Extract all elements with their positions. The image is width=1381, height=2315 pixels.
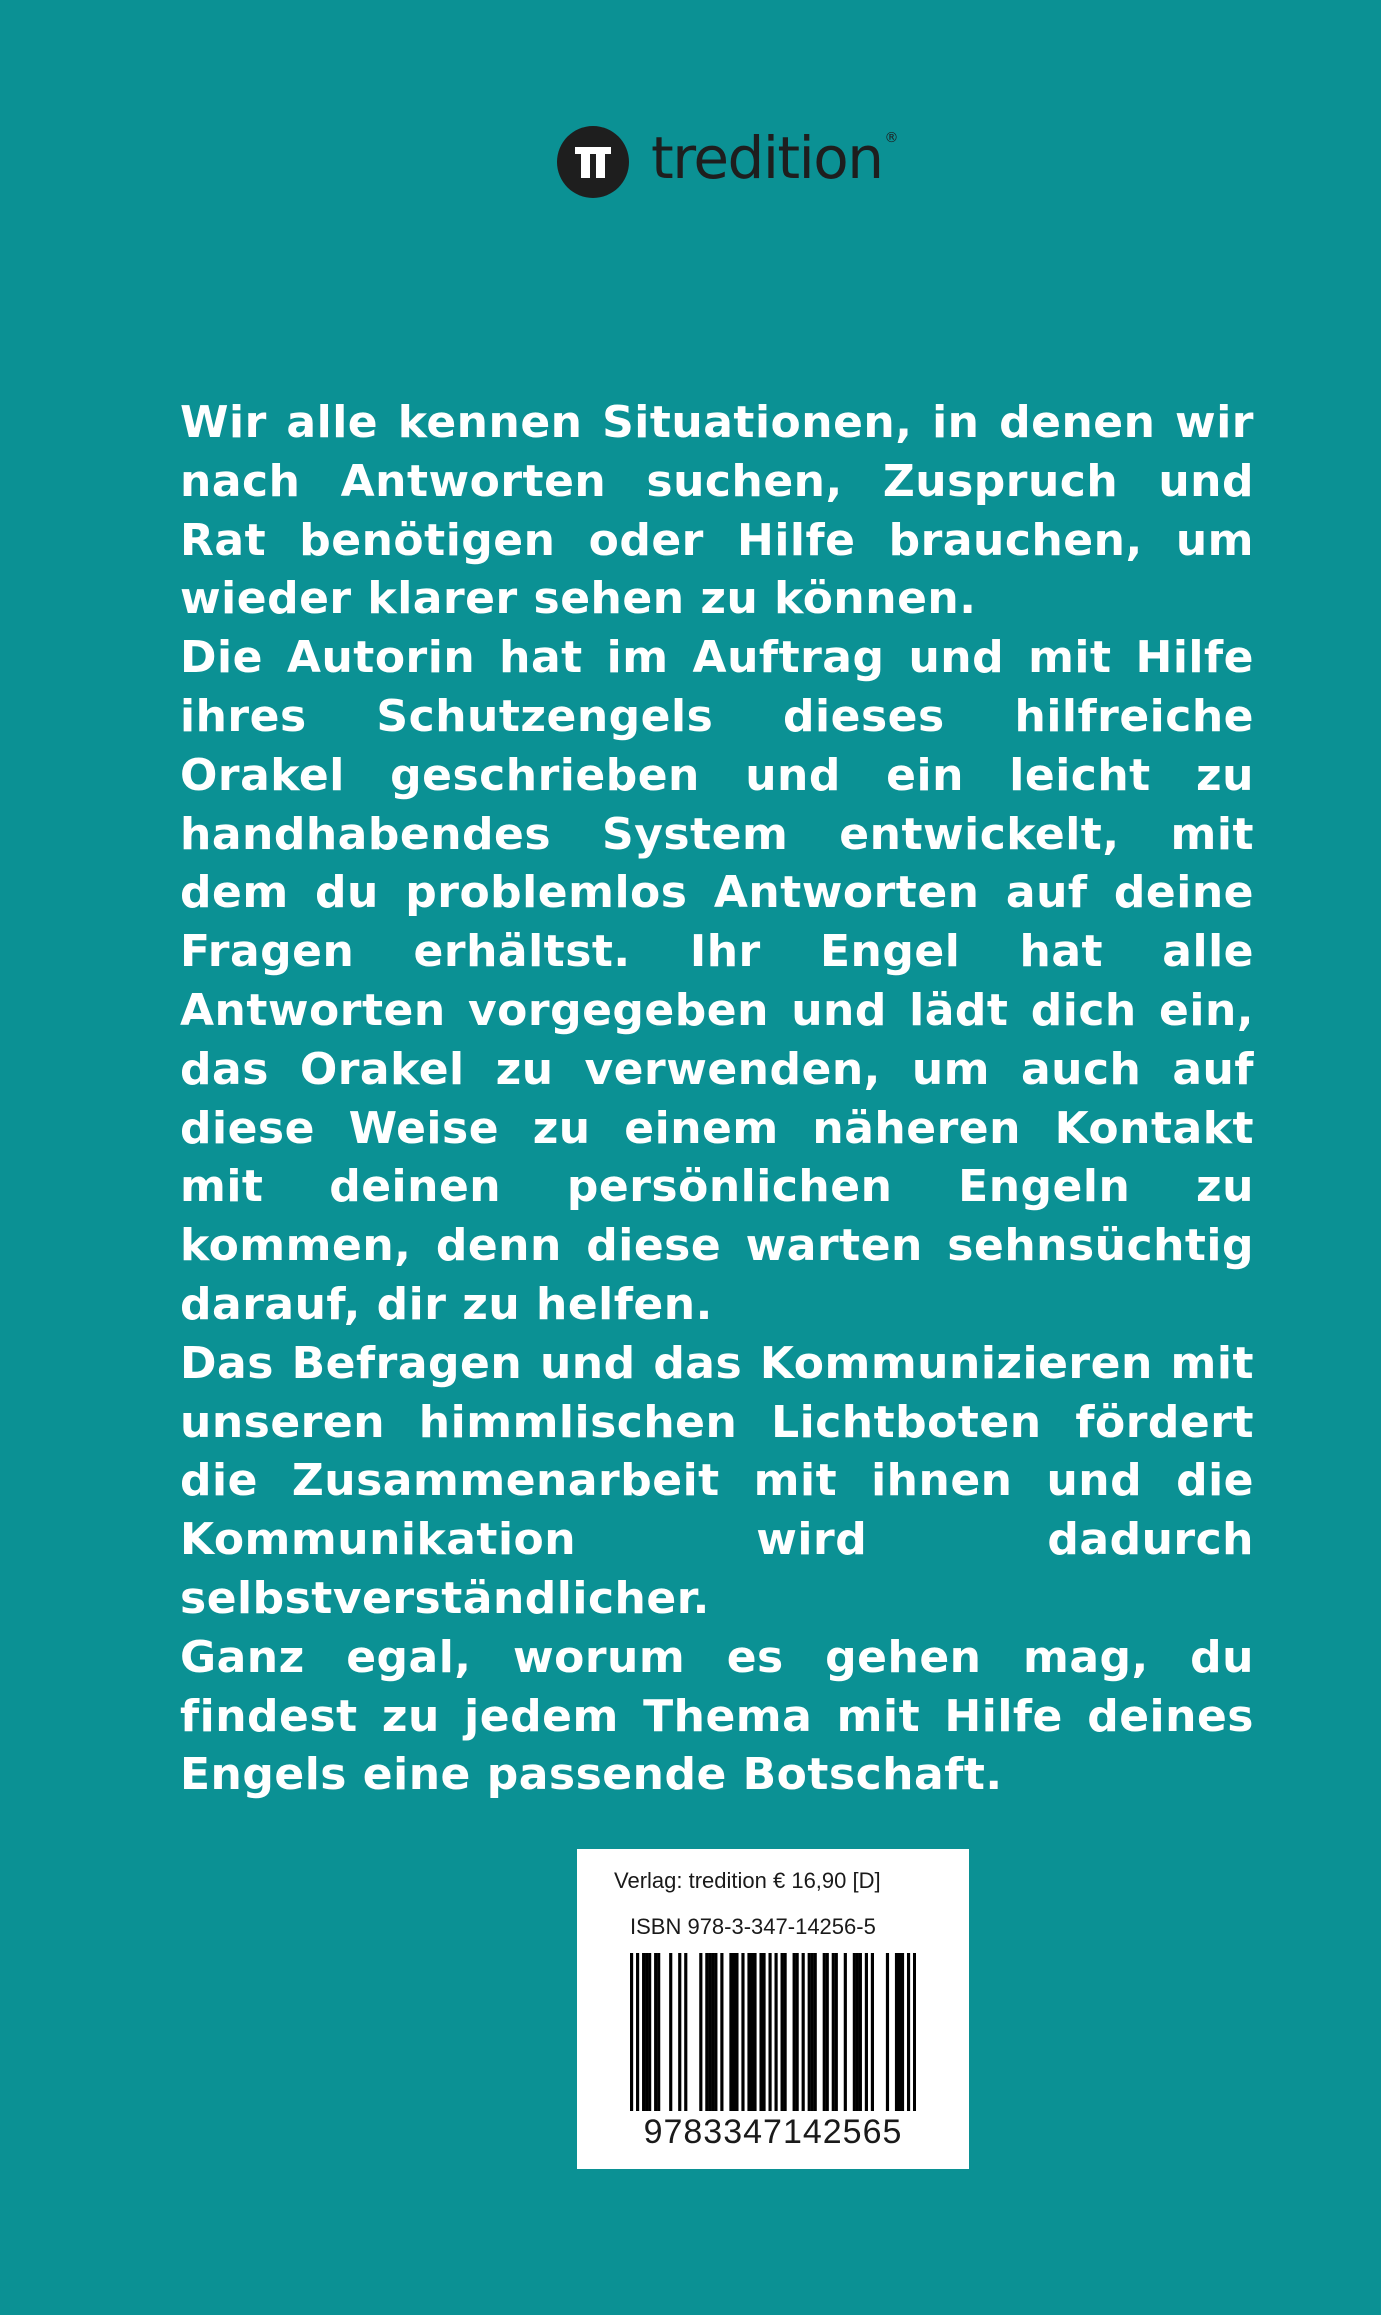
- barcode-bar: [741, 1953, 744, 2111]
- barcode-bar: [775, 1953, 778, 2111]
- barcode-bar: [711, 1953, 714, 2111]
- barcode-bar: [642, 1953, 645, 2111]
- barcode-bar: [895, 1953, 898, 2111]
- blurb-paragraph: Wir alle kennen Situationen, in denen wir nach Antworten suchen, Zuspruch und Rat benötigen oder Hilfe brauchen, um wieder klarer sehen zu können.: [180, 397, 1254, 625]
- barcode-bar: [657, 1953, 660, 2111]
- publisher-price-line: Verlag: tredition € 16,90 [D]: [614, 1868, 881, 1893]
- barcode-bar: [871, 1953, 874, 2111]
- registered-mark: ®: [884, 130, 899, 146]
- barcode-bar: [636, 1953, 639, 2111]
- barcode-bar: [735, 1953, 738, 2111]
- barcode-bar: [781, 1953, 784, 2111]
- barcode-bar: [699, 1953, 702, 2111]
- barcode-bar: [886, 1953, 889, 2111]
- blurb-text: [180, 394, 1254, 1805]
- barcode-bar: [648, 1953, 651, 2111]
- barcode-bar: [811, 1953, 814, 2111]
- barcode-bar: [645, 1953, 648, 2111]
- barcode-bar: [720, 1953, 723, 2111]
- barcode-bar: [768, 1953, 771, 2111]
- barcode-bar: [708, 1953, 711, 2111]
- barcode-bar: [907, 1953, 910, 2111]
- isbn-barcode-box: [577, 1849, 969, 2169]
- barcode-bar: [808, 1953, 811, 2111]
- barcode-bar: [802, 1953, 805, 2111]
- barcode-bar: [732, 1953, 735, 2111]
- publisher-logo: [557, 124, 897, 200]
- barcode-bar: [747, 1953, 750, 2111]
- barcode-bar: [753, 1953, 756, 2111]
- barcode-bar: [630, 1953, 633, 2111]
- barcode-bar: [814, 1953, 817, 2111]
- barcode-bar: [832, 1953, 835, 2111]
- barcode-bar: [823, 1953, 826, 2111]
- barcode-bar: [669, 1953, 672, 2111]
- barcode-bar: [913, 1953, 916, 2111]
- barcode-bar: [762, 1953, 765, 2111]
- barcode-bar: [859, 1953, 862, 2111]
- barcode-bar: [784, 1953, 787, 2111]
- barcode-bar: [898, 1953, 901, 2111]
- barcode-bar: [684, 1953, 687, 2111]
- blurb-paragraph: Die Autorin hat im Auftrag und mit Hilfe ihres Schutzengels dieses hilfreiche Orakel geschrieben und ein leicht zu handhabendes System entwickelt, mit dem du problemlos Antworten auf deine Fragen erhältst. Ihr Engel hat alle Antworten vorgegeben und lädt dich ein, das Orakel zu verwenden, um auch auf diese Weise zu einem näheren Kontakt mit deinen persönlichen Engeln zu kommen, denn diese warten sehnsüchtig darauf, dir zu helfen.: [180, 632, 1254, 1330]
- barcode-bar: [759, 1953, 762, 2111]
- barcode-bar: [750, 1953, 753, 2111]
- barcode-bar: [853, 1953, 856, 2111]
- barcode-bar: [826, 1953, 829, 2111]
- barcode-bars: [630, 1953, 916, 2111]
- barcode-bar: [901, 1953, 904, 2111]
- blurb-paragraph: Ganz egal, worum es gehen mag, du findest zu jedem Thema mit Hilfe deines Engels eine passende Botschaft.: [180, 1631, 1254, 1801]
- blurb-paragraph: Das Befragen und das Kommunizieren mit unseren himmlischen Lichtboten fördert die Zusammenarbeit mit ihnen und die Kommunikation wird dadurch selbstverständlicher.: [180, 1337, 1254, 1624]
- barcode-bar: [729, 1953, 732, 2111]
- barcode-bar: [714, 1953, 717, 2111]
- barcode-bar: [793, 1953, 796, 2111]
- barcode-bar: [844, 1953, 847, 2111]
- barcode-bar: [865, 1953, 868, 2111]
- barcode-number: 9783347142565: [643, 2113, 903, 2151]
- barcode-bar: [705, 1953, 708, 2111]
- tredition-logo-icon: [557, 126, 629, 198]
- barcode-bar: [678, 1953, 681, 2111]
- barcode-bar: [796, 1953, 799, 2111]
- barcode-bar: [856, 1953, 859, 2111]
- barcode-bar: [654, 1953, 657, 2111]
- isbn-line: ISBN 978-3-347-14256-5: [630, 1914, 876, 1939]
- publisher-name: tredition: [651, 124, 883, 192]
- barcode-bar: [835, 1953, 838, 2111]
